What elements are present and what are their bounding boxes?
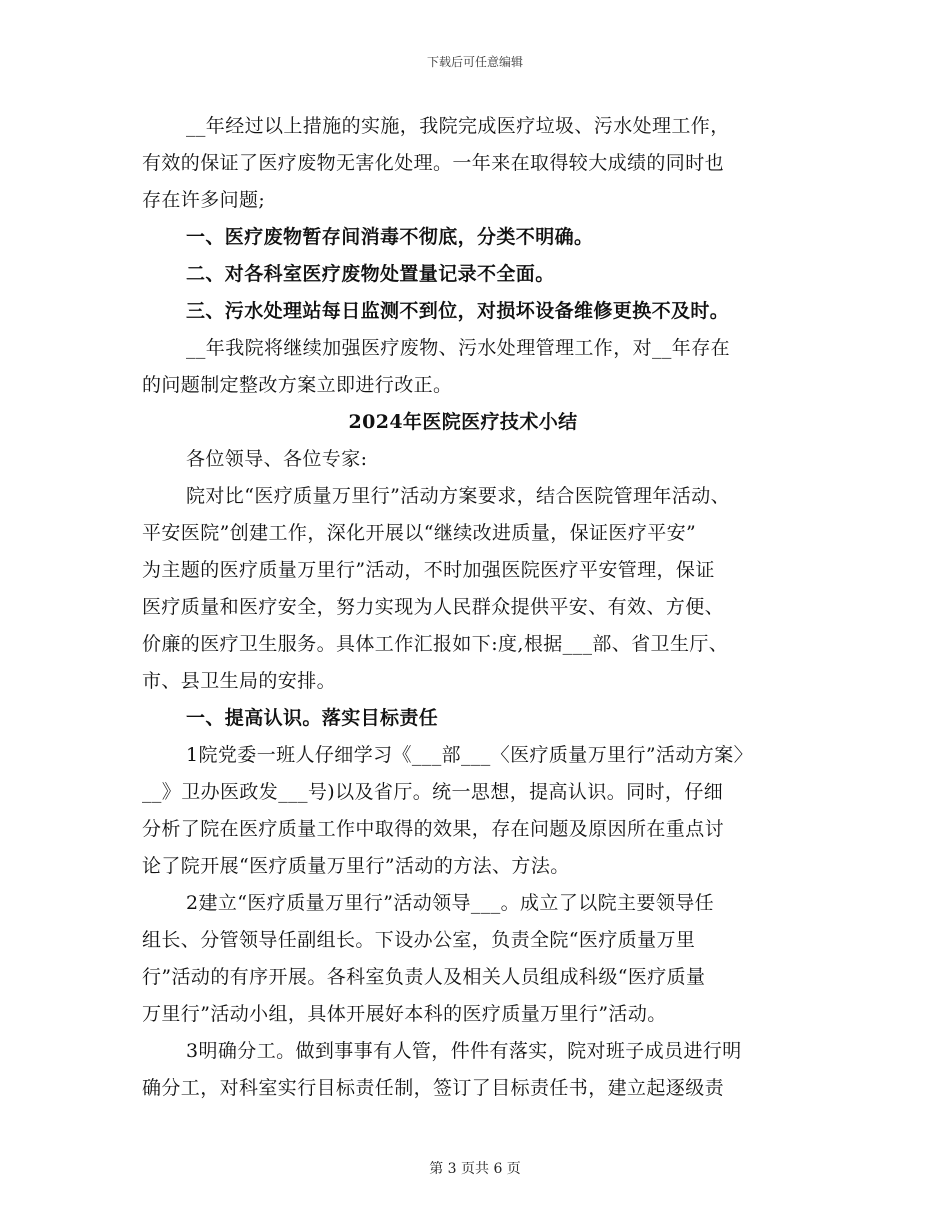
text-line: 市、县卫生局的安排。 [142,670,337,692]
text-line: __年我院将继续加强医疗废物、污水处理管理工作，对__年存在 [186,337,731,359]
section-title: 2024年医院医疗技术小结 [348,411,578,433]
text-line: 存在许多问题; [142,189,266,211]
text-line: 确分工，对科室实行目标责任制，签订了目标责任书，建立起逐级责 [142,1077,725,1099]
text-line: 万里行”活动小组，具体开展好本科的医疗质量万里行”活动。 [142,1003,667,1025]
heading-line: 三、污水处理站每日监测不到位，对损坏设备维修更换不及时。 [186,300,730,322]
document-body [142,108,808,1107]
text-line: 有效的保证了医疗废物无害化处理。一年来在取得较大成绩的同时也 [142,152,725,174]
text-line: 2建立“医疗质量万里行”活动领导___。成立了以院主要领导任 [186,892,715,914]
heading-line: 一、提高认识。落实目标责任 [186,707,439,729]
text-line: 为主题的医疗质量万里行”活动，不时加强医院医疗平安管理，保证 [142,559,715,581]
text-line: 各位领导、各位专家: [186,448,368,470]
text-line: 的问题制定整改方案立即进行改正。 [142,374,453,396]
text-line: 价廉的医疗卫生服务。具体工作汇报如下:度,根据___部、省卫生厅、 [142,633,729,655]
heading-line: 一、医疗废物暂存间消毒不彻底，分类不明确。 [186,226,594,248]
text-line: 院对比“医疗质量万里行”活动方案要求，结合医院管理年活动、 [186,485,731,507]
text-line: 分析了院在医疗质量工作中取得的效果，存在问题及原因所在重点讨 [142,818,725,840]
text-line: 1院党委一班人仔细学习《___部___〈医疗质量万里行”活动方案〉 [186,744,754,766]
text-line: 平安医院”创建工作，深化开展以“继续改进质量，保证医疗平安” [142,522,697,544]
heading-line: 二、对各科室医疗废物处置量记录不全面。 [186,263,555,285]
text-line: __》卫办医政发___号)以及省厅。统一思想，提高认识。同时，仔细 [142,781,724,803]
page-footer: 第 3 页共 6 页 [429,1161,521,1177]
text-line: 3明确分工。做到事事有人管，件件有落实，院对班子成员进行明 [186,1040,742,1062]
text-line: 组长、分管领导任副组长。下设办公室，负责全院“医疗质量万里 [142,929,696,951]
text-line: __年经过以上措施的实施，我院完成医疗垃圾、污水处理工作， [186,115,730,137]
text-line: 医疗质量和医疗安全，努力实现为人民群众提供平安、有效、方便、 [142,596,725,618]
page-header: 下载后可任意编辑 [426,55,523,69]
text-line: 行”活动的有序开展。各科室负责人及相关人员组成科级“医疗质量 [142,966,706,988]
text-line: 论了院开展“医疗质量万里行”活动的方法、方法。 [142,855,570,877]
